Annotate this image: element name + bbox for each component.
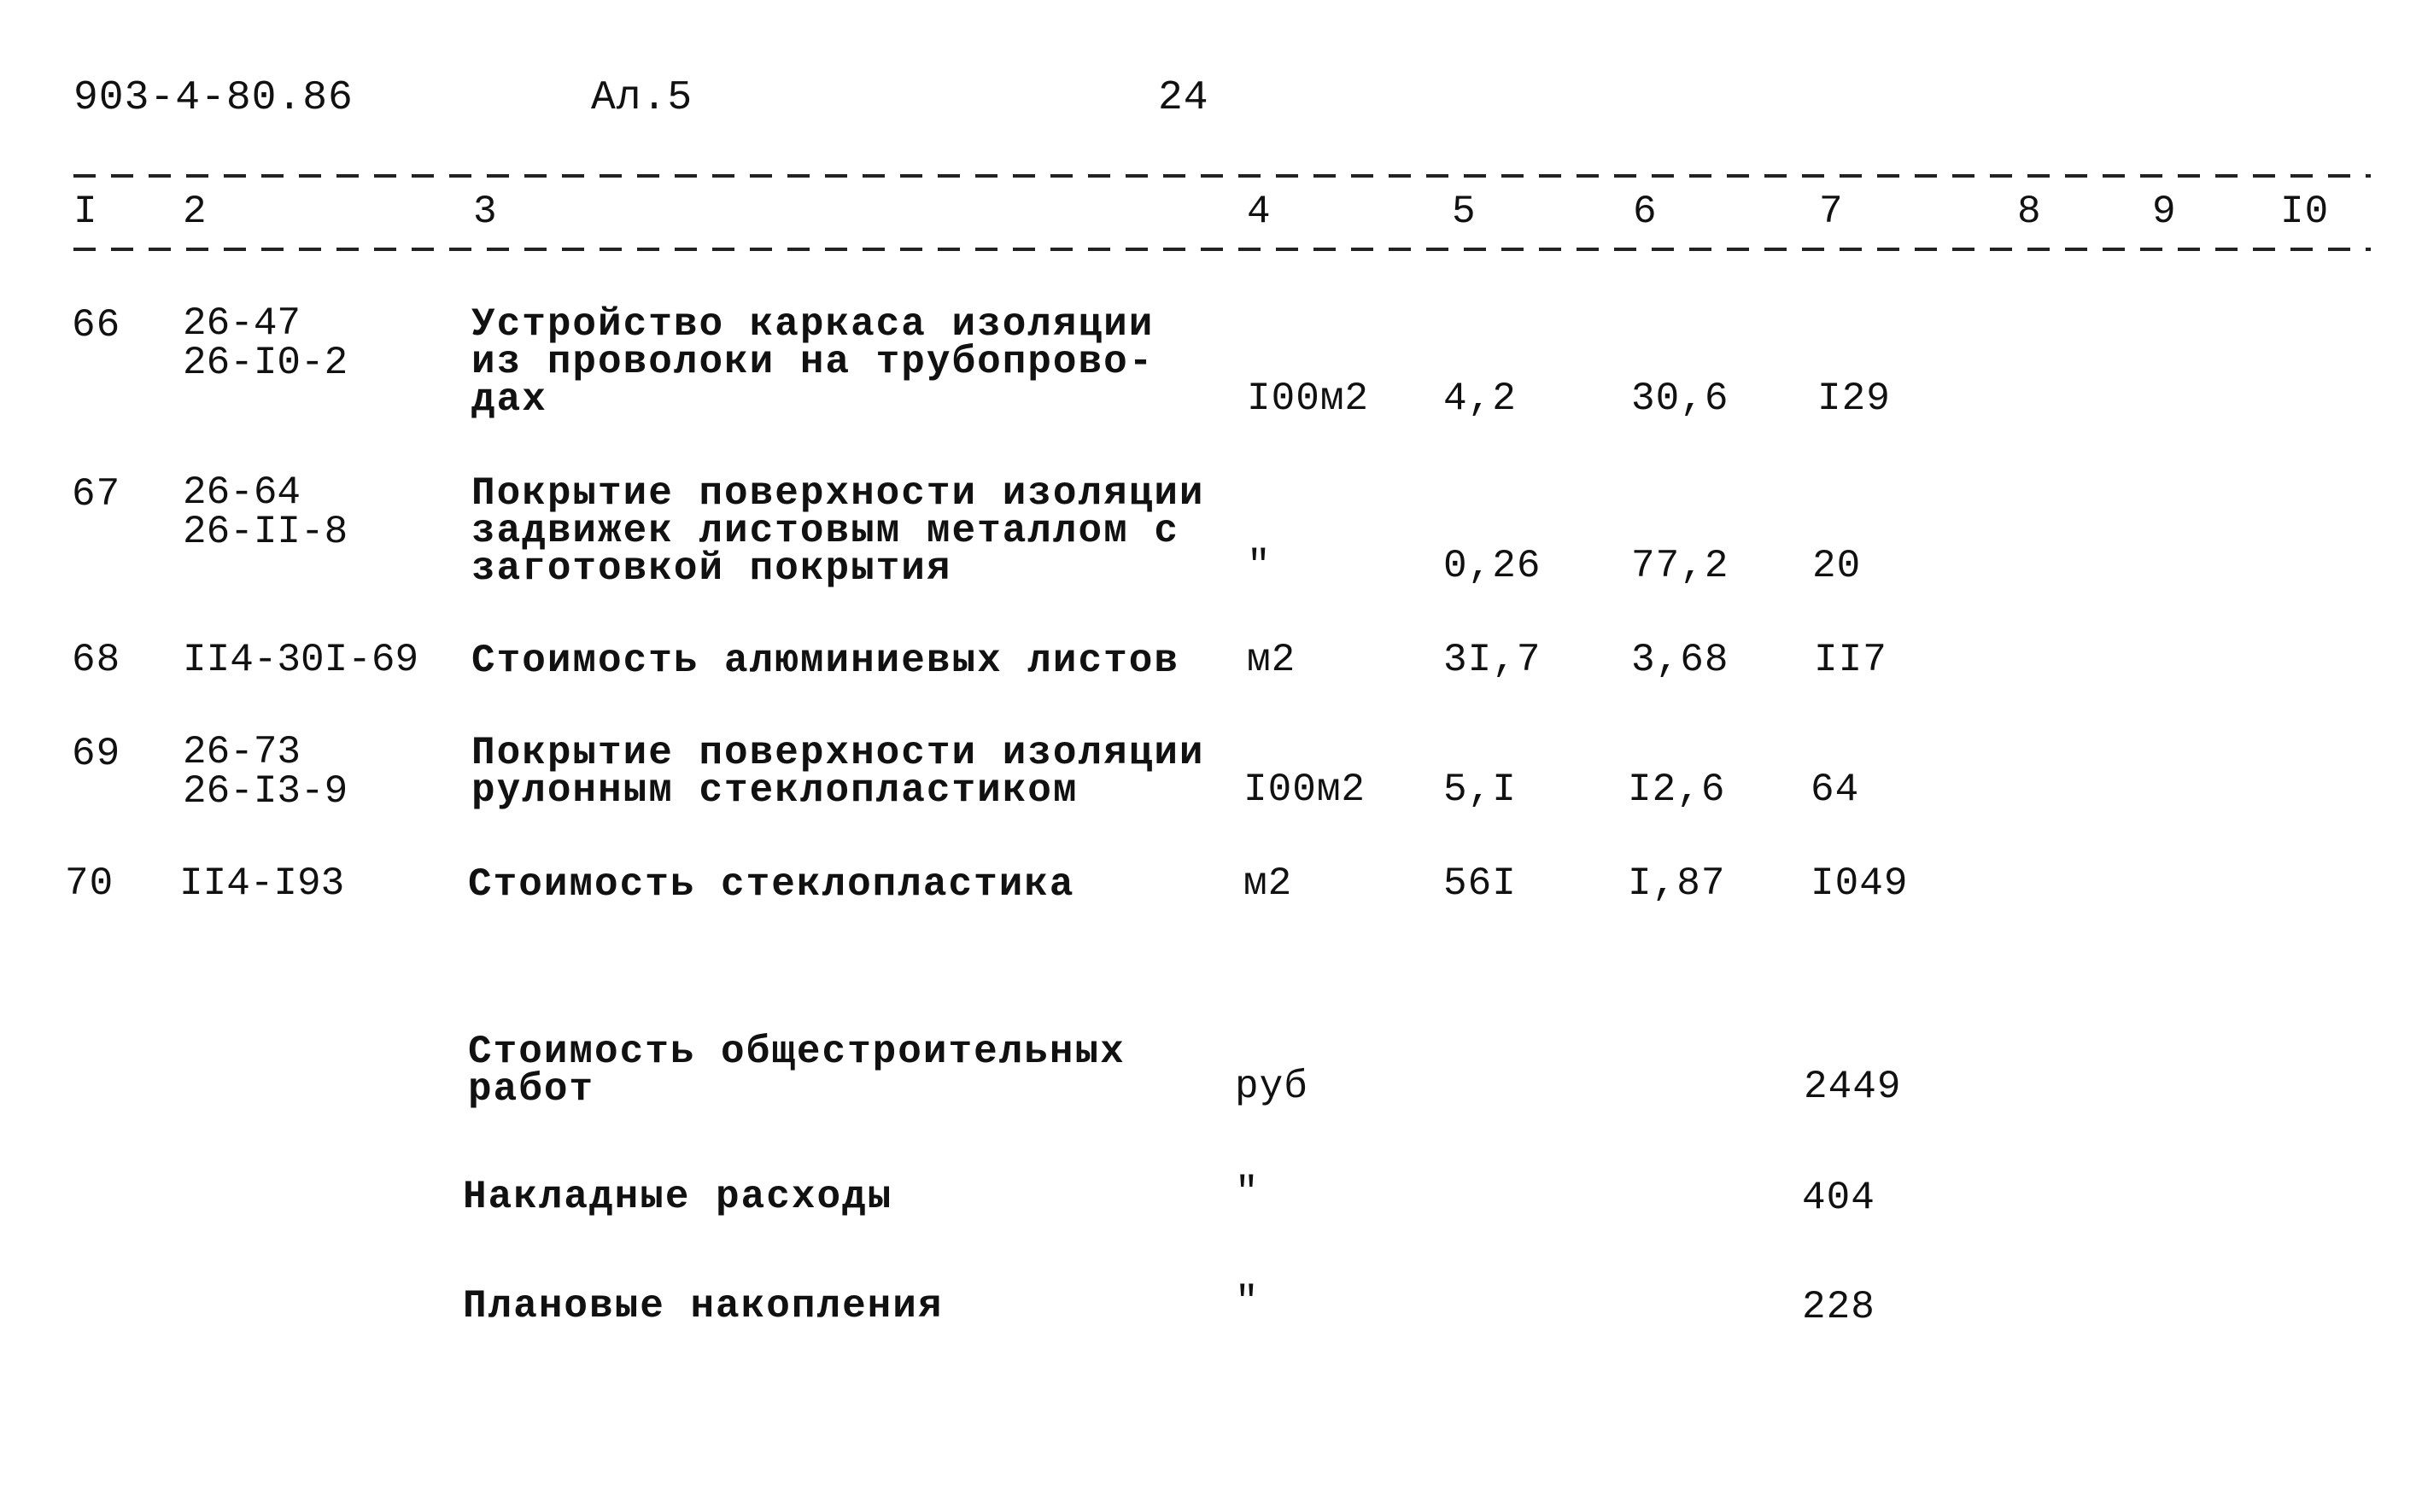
column-header: 4 (1247, 190, 1272, 234)
row-quantity: 5,I (1443, 768, 1517, 812)
column-header: I (73, 190, 98, 234)
row-code: II4-30I-69 (183, 638, 419, 682)
total-cost: 404 (1802, 1176, 1875, 1220)
row-cost: I29 (1817, 377, 1891, 421)
row-quantity: 3I,7 (1443, 638, 1542, 682)
column-header: 3 (473, 190, 498, 234)
column-header: I0 (2280, 190, 2330, 234)
row-description: Стоимость алюминиевых листов (471, 639, 1179, 683)
row-description: Стоимость стеклопластика (468, 862, 1075, 907)
sheet-number: Ал.5 (591, 75, 693, 121)
column-header: 5 (1452, 190, 1477, 234)
total-unit: " (1235, 1170, 1260, 1215)
row-unit: I00м2 (1243, 768, 1366, 812)
document-code: 903-4-80.86 (73, 75, 354, 121)
row-description: Покрытие поверхности изоляции задвижек листовым металлом с заготовкой покрытия (471, 471, 1205, 591)
row-quantity: 0,26 (1443, 544, 1542, 588)
row-description: Покрытие поверхности изоляции рулонным стеклопластиком (471, 731, 1205, 813)
total-unit: руб (1235, 1065, 1308, 1109)
page-number: 24 (1158, 75, 1209, 121)
column-header: 8 (2017, 190, 2042, 234)
column-header: 7 (1819, 190, 1844, 234)
row-number: 68 (72, 638, 121, 682)
row-cost: I049 (1811, 861, 1909, 906)
row-number: 66 (72, 303, 121, 347)
row-unit: м2 (1247, 638, 1296, 682)
row-unit-price: 30,6 (1631, 377, 1729, 421)
row-unit-price: I2,6 (1628, 768, 1726, 812)
total-cost: 228 (1802, 1285, 1875, 1329)
row-quantity: 4,2 (1443, 377, 1517, 421)
row-unit-price: 77,2 (1631, 544, 1729, 588)
row-cost: II7 (1814, 638, 1887, 682)
row-description: Устройство каркаса изоляции из проволоки на трубопрово- дах (471, 302, 1155, 422)
row-number: 70 (65, 861, 114, 906)
row-unit-price: 3,68 (1631, 638, 1729, 682)
header-bottom-rule (73, 248, 2371, 251)
column-header: 6 (1633, 190, 1658, 234)
total-description: Плановые накопления (463, 1284, 944, 1328)
row-code: 26-64 26-II-8 (183, 470, 348, 554)
header-top-rule (73, 174, 2371, 178)
row-unit: I00м2 (1247, 377, 1370, 421)
total-description: Стоимость общестроительных работ (468, 1030, 1126, 1112)
row-code: 26-73 26-I3-9 (183, 730, 348, 814)
total-description: Накладные расходы (463, 1175, 893, 1219)
row-number: 67 (72, 472, 121, 517)
total-unit: " (1235, 1280, 1260, 1324)
row-unit-price: I,87 (1628, 861, 1726, 906)
row-unit: м2 (1243, 861, 1293, 906)
row-code: II4-I93 (179, 861, 345, 906)
row-cost: 20 (1812, 544, 1862, 588)
row-number: 69 (72, 732, 121, 776)
column-header: 9 (2152, 190, 2177, 234)
row-quantity: 56I (1443, 861, 1517, 906)
column-header: 2 (183, 190, 208, 234)
row-code: 26-47 26-I0-2 (183, 301, 348, 385)
row-cost: 64 (1811, 768, 1860, 812)
row-unit: " (1247, 544, 1272, 588)
total-cost: 2449 (1804, 1065, 1902, 1109)
